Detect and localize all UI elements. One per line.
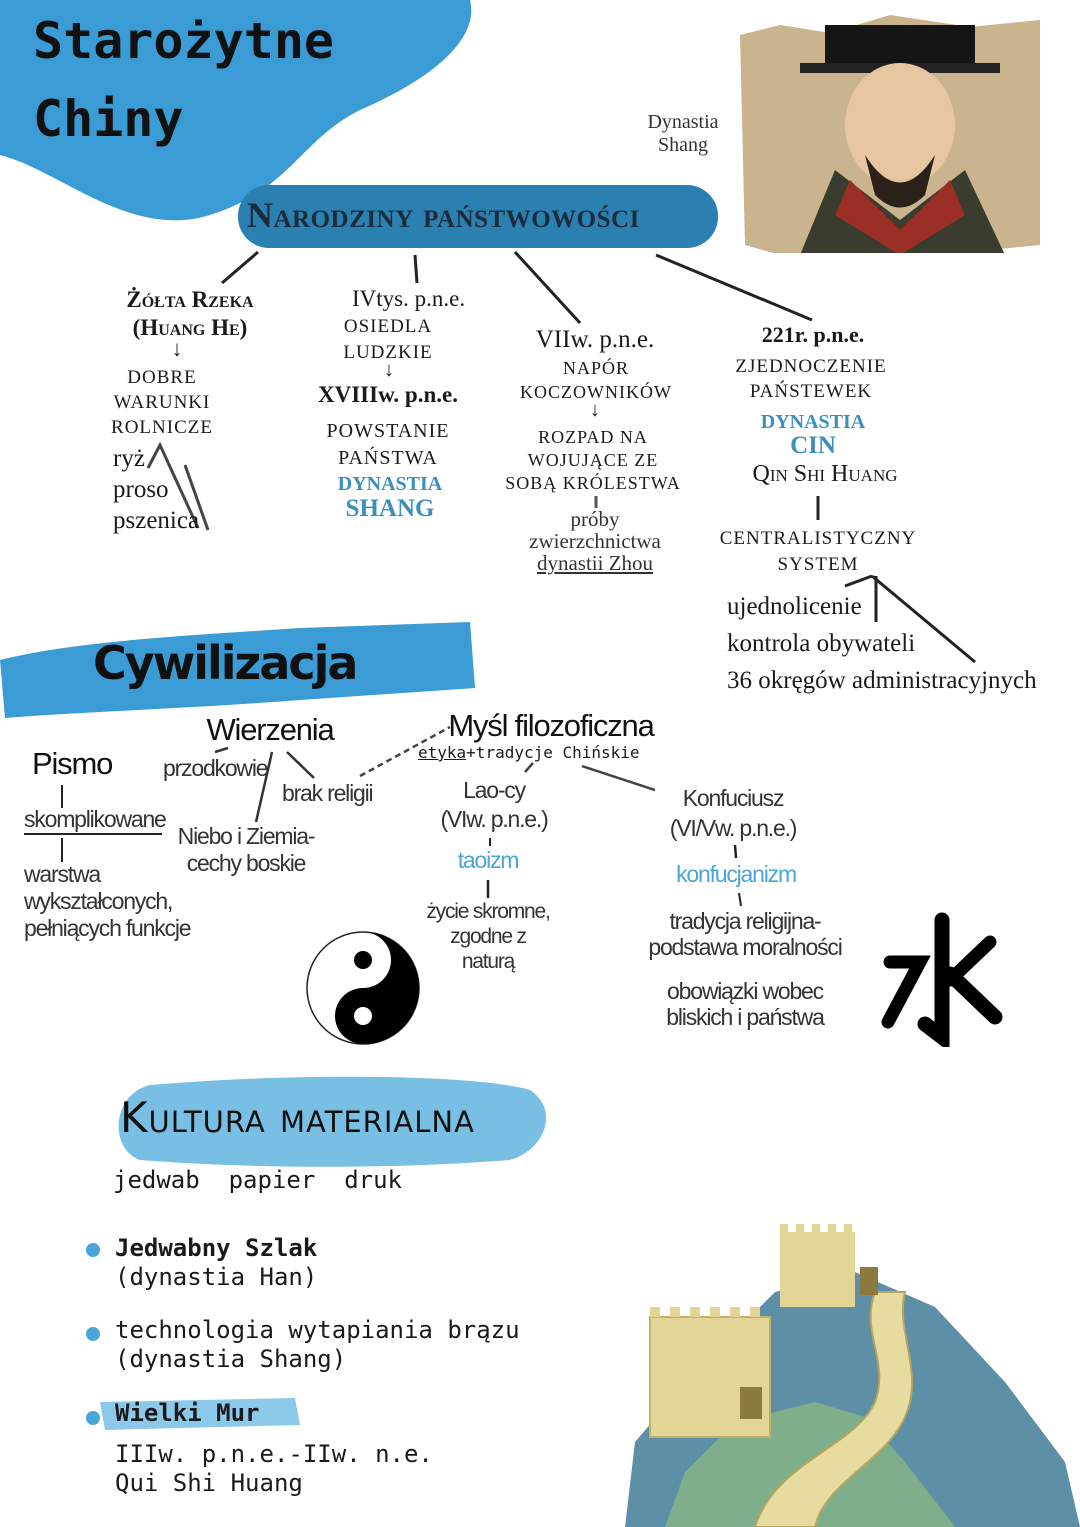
- yin-yang-icon: [305, 930, 421, 1046]
- lao-d1: życie skromne,: [426, 900, 550, 923]
- col3-nomads: [520, 356, 672, 404]
- konf-d3: obowiązki wobec: [667, 978, 823, 1004]
- col3-l2: KOCZOWNIKÓW: [520, 382, 672, 402]
- crop-item: ryż: [113, 445, 145, 472]
- col4-l3: CENTRALISTYCZNY: [719, 528, 917, 549]
- pismo-l4: pełniących funkcje: [24, 915, 191, 941]
- arrow-down-icon: ↓: [171, 336, 183, 361]
- col1-l1: DOBRE: [127, 367, 197, 388]
- pismo-description: [24, 861, 190, 942]
- col4-dynasty-name: CIN: [790, 432, 836, 459]
- konf-date: (VI/Vw. p.n.e.): [669, 815, 797, 841]
- konfucjanizm-description: [648, 908, 841, 1030]
- konf-d2: podstawa moralności: [648, 934, 842, 960]
- lao-d3: naturą: [461, 950, 515, 973]
- caption-line1: Dynastia: [647, 111, 719, 133]
- lao-d2: zgodne z: [450, 925, 526, 948]
- wierzenia-title: Wierzenia: [206, 712, 334, 747]
- col1-title1: Żółta Rzeka: [126, 287, 254, 312]
- crop-item: pszenica: [113, 507, 200, 534]
- wierzenia-brak-religii: brak religii: [282, 780, 373, 806]
- col3-l3: ROZPAD NA: [538, 427, 648, 447]
- mysl-subtitle: [418, 743, 640, 762]
- section-heading-narodziny: Narodziny państwowości: [247, 195, 640, 235]
- great-wall-illustration: [605, 1212, 1080, 1527]
- bullet-sub: (dynastia Shang): [115, 1345, 347, 1373]
- section-heading-cywilizacja: Cywilizacja: [93, 636, 357, 690]
- lao-date: (VIw. p.n.e.): [440, 806, 548, 832]
- bullet-braz: [115, 1316, 520, 1374]
- col4-date: 221r. p.n.e.: [761, 322, 865, 347]
- wierzenia-przodkowie: przodkowie: [163, 755, 268, 781]
- col2-l4: PAŃSTWA: [338, 447, 438, 469]
- taoizm-label: taoizm: [457, 847, 519, 873]
- arrow-down-icon: ↓: [590, 399, 600, 421]
- col3-l5: SOBĄ KRÓLESTWA: [505, 473, 681, 493]
- col-zolta-rzeka-title: [126, 286, 253, 342]
- col3-n3: dynastii Zhou: [536, 551, 654, 575]
- bullet-title: Wielki Mur: [115, 1399, 260, 1427]
- bullet-title: technologia wytapiania brązu: [115, 1316, 520, 1344]
- konf-d4: bliskich i państwa: [666, 1004, 824, 1030]
- bullet-sub: IIIw. p.n.e.-IIw. n.e.: [115, 1440, 433, 1468]
- col4-dynasty-label: DYNASTIA: [760, 411, 866, 433]
- wierzenia-c2: cechy boskie: [186, 850, 306, 876]
- col1-l3: ROLNICZE: [111, 417, 213, 438]
- col2-dynasty-label: DYNASTIA: [337, 473, 443, 495]
- konfucjanizm-label: konfucjanizm: [676, 861, 796, 887]
- col4-l4: SYSTEM: [777, 554, 859, 575]
- col1-l2: WARUNKI: [113, 392, 211, 413]
- caption-line2: Shang: [658, 134, 708, 156]
- col4-ruler: Qin Shi Huang: [752, 461, 898, 487]
- wierzenia-c1: Niebo i Ziemia-: [177, 823, 315, 849]
- col3-l4: WOJUJĄCE ZE: [527, 450, 659, 470]
- col2-state: [327, 418, 450, 472]
- bullet-dot-icon: [86, 1243, 100, 1257]
- taoizm-description: [426, 899, 549, 974]
- col1-title2: (Huang He): [132, 315, 248, 340]
- water-symbol-icon: [880, 912, 1005, 1047]
- wierzenia-niebo-ziemia: [178, 823, 315, 877]
- col4-item: kontrola obywateli: [727, 630, 916, 657]
- lao-cy: [440, 776, 547, 834]
- mysl-sub-rest: +tradycje Chińskie: [466, 743, 640, 762]
- pismo-complicated: skomplikowane: [24, 806, 166, 832]
- col4-items: [727, 588, 1037, 699]
- crop-item: proso: [113, 476, 169, 503]
- col4-l1: ZJEDNOCZENIE: [735, 356, 887, 377]
- col3-l1: NAPÓR: [562, 358, 629, 378]
- col4-unification: [735, 354, 886, 404]
- col2-date1: IVtys. p.n.e.: [352, 286, 466, 311]
- col4-l2: PAŃSTEWEK: [749, 381, 873, 402]
- crops-list: [113, 443, 199, 536]
- pismo-title: Pismo: [32, 746, 113, 781]
- bullet-dot-icon: [86, 1327, 100, 1341]
- konfucjusz: [670, 783, 796, 843]
- shang-emperor-portrait: [740, 5, 1040, 253]
- col4-item: 36 okręgów administracyjnych: [727, 667, 1037, 694]
- col3-n1: próby: [570, 507, 620, 531]
- arrow-down-icon: ↓: [384, 359, 394, 381]
- col1-conditions: [111, 365, 213, 440]
- col2-l1: OSIEDLA: [343, 316, 433, 337]
- bullet-sub: (dynastia Han): [115, 1263, 318, 1291]
- pismo-l3: wykształconych,: [24, 888, 173, 914]
- col2-l2: LUDZKIE: [343, 342, 433, 363]
- pismo-l2: warstwa: [24, 861, 100, 887]
- section-heading-kultura: Kultura materialna: [120, 1093, 475, 1142]
- col3-collapse: [505, 426, 681, 495]
- col4-system: [720, 526, 917, 578]
- col3-zhou-note: [529, 508, 661, 574]
- bullet-jedwabny-szlak: [115, 1234, 317, 1292]
- konf-d1: tradycja religijna-: [669, 908, 821, 934]
- col3-n2: zwierzchnictwa: [529, 529, 661, 553]
- lao-name: Lao-cy: [463, 777, 525, 803]
- konf-name: Konfuciusz: [682, 785, 784, 811]
- bullet-wielki-mur: [115, 1399, 433, 1498]
- col2-l3: POWSTANIE: [326, 420, 450, 442]
- col3-date: VIIw. p.n.e.: [535, 326, 655, 353]
- portrait-caption: [647, 111, 718, 157]
- bullet-dot-icon: [86, 1411, 100, 1425]
- col2-dynasty-name: SHANG: [345, 495, 435, 522]
- col2-date2: XVIIIw. p.n.e.: [318, 382, 458, 407]
- inventions-list: jedwab papier druk: [113, 1166, 402, 1194]
- mysl-title: Myśl filozoficzna: [448, 708, 654, 743]
- bullet-sub2: Qui Shi Huang: [115, 1469, 303, 1497]
- bullet-title: Jedwabny Szlak: [115, 1234, 318, 1262]
- page-title-line2: Chiny: [33, 90, 184, 148]
- col4-item: ujednolicenie: [727, 593, 862, 620]
- mysl-sub-underlined: etyka: [418, 743, 467, 762]
- page-title-line1: Starożytne: [33, 12, 335, 70]
